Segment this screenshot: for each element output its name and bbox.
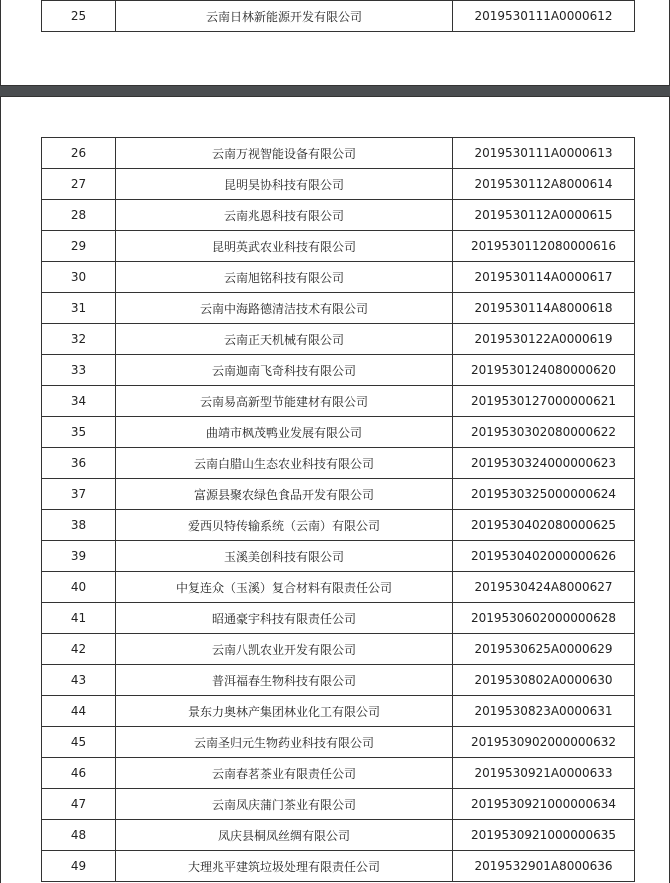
registration-code: 2019530902000000632 (453, 727, 635, 758)
row-number: 44 (42, 696, 116, 727)
company-name: 景东力奥林产集团林业化工有限公司 (116, 696, 453, 727)
row-number: 48 (42, 820, 116, 851)
table-row (42, 696, 635, 727)
company-name: 曲靖市枫茂鸭业发展有限公司 (116, 417, 453, 448)
registration-code: 2019530325000000624 (453, 479, 635, 510)
registration-code: 2019530111A0000612 (453, 1, 635, 32)
page-separator (0, 86, 670, 96)
table-row (42, 1, 635, 32)
registration-code: 2019530625A0000629 (453, 634, 635, 665)
registration-code: 2019530124080000620 (453, 355, 635, 386)
registration-code: 2019532901A8000636 (453, 851, 635, 882)
company-name: 普洱福春生物科技有限公司 (116, 665, 453, 696)
table-row (42, 417, 635, 448)
document-page-1 (0, 0, 670, 86)
registration-code: 2019530921000000634 (453, 789, 635, 820)
company-name: 云南中海路德清洁技术有限公司 (116, 293, 453, 324)
table-row (42, 541, 635, 572)
company-name: 云南白腊山生态农业科技有限公司 (116, 448, 453, 479)
row-number: 40 (42, 572, 116, 603)
company-name: 云南日林新能源开发有限公司 (116, 1, 453, 32)
table-row (42, 634, 635, 665)
row-number: 26 (42, 138, 116, 169)
row-number: 37 (42, 479, 116, 510)
company-name: 玉溪美创科技有限公司 (116, 541, 453, 572)
table-row (42, 386, 635, 417)
table-row (42, 448, 635, 479)
company-name: 爱西贝特传输系统（云南）有限公司 (116, 510, 453, 541)
registration-code: 2019530324000000623 (453, 448, 635, 479)
table-row (42, 603, 635, 634)
company-name: 云南迦南飞奇科技有限公司 (116, 355, 453, 386)
enterprise-table-page-1 (41, 0, 635, 32)
company-name: 昆明昊协科技有限公司 (116, 169, 453, 200)
table-row (42, 262, 635, 293)
document-page-2 (0, 96, 670, 883)
enterprise-table-page-2 (41, 137, 635, 882)
table-row (42, 231, 635, 262)
row-number: 34 (42, 386, 116, 417)
company-name: 凤庆县桐凤丝绸有限公司 (116, 820, 453, 851)
table-row (42, 727, 635, 758)
company-name: 昆明英武农业科技有限公司 (116, 231, 453, 262)
table-row (42, 789, 635, 820)
table-row (42, 758, 635, 789)
registration-code: 2019530402080000625 (453, 510, 635, 541)
row-number: 42 (42, 634, 116, 665)
row-number: 43 (42, 665, 116, 696)
row-number: 28 (42, 200, 116, 231)
row-number: 47 (42, 789, 116, 820)
row-number: 45 (42, 727, 116, 758)
registration-code: 2019530921A0000633 (453, 758, 635, 789)
registration-code: 2019530112A0000615 (453, 200, 635, 231)
table-row (42, 200, 635, 231)
registration-code: 2019530402000000626 (453, 541, 635, 572)
registration-code: 2019530114A8000618 (453, 293, 635, 324)
company-name: 云南春茗茶业有限责任公司 (116, 758, 453, 789)
registration-code: 2019530112A8000614 (453, 169, 635, 200)
table-row (42, 355, 635, 386)
company-name: 中复连众（玉溪）复合材料有限责任公司 (116, 572, 453, 603)
company-name: 富源县聚农绿色食品开发有限公司 (116, 479, 453, 510)
row-number: 30 (42, 262, 116, 293)
company-name: 大理兆平建筑垃圾处理有限责任公司 (116, 851, 453, 882)
row-number: 39 (42, 541, 116, 572)
table-row (42, 324, 635, 355)
row-number: 33 (42, 355, 116, 386)
company-name: 云南八凯农业开发有限公司 (116, 634, 453, 665)
table-row (42, 851, 635, 882)
company-name: 云南兆恩科技有限公司 (116, 200, 453, 231)
row-number: 25 (42, 1, 116, 32)
company-name: 云南易高新型节能建材有限公司 (116, 386, 453, 417)
company-name: 云南万视智能设备有限公司 (116, 138, 453, 169)
row-number: 31 (42, 293, 116, 324)
registration-code: 2019530424A8000627 (453, 572, 635, 603)
row-number: 35 (42, 417, 116, 448)
table-row (42, 820, 635, 851)
company-name: 云南圣归元生物药业科技有限公司 (116, 727, 453, 758)
row-number: 32 (42, 324, 116, 355)
registration-code: 2019530112080000616 (453, 231, 635, 262)
row-number: 27 (42, 169, 116, 200)
row-number: 41 (42, 603, 116, 634)
registration-code: 2019530802A0000630 (453, 665, 635, 696)
registration-code: 2019530127000000621 (453, 386, 635, 417)
company-name: 云南凤庆蒲门茶业有限公司 (116, 789, 453, 820)
table-row (42, 479, 635, 510)
table-row (42, 138, 635, 169)
registration-code: 2019530602000000628 (453, 603, 635, 634)
registration-code: 2019530114A0000617 (453, 262, 635, 293)
registration-code: 2019530302080000622 (453, 417, 635, 448)
company-name: 昭通豪宇科技有限责任公司 (116, 603, 453, 634)
registration-code: 2019530921000000635 (453, 820, 635, 851)
table-row (42, 293, 635, 324)
table-row (42, 510, 635, 541)
table-row (42, 169, 635, 200)
table-row (42, 665, 635, 696)
registration-code: 2019530823A0000631 (453, 696, 635, 727)
row-number: 38 (42, 510, 116, 541)
row-number: 46 (42, 758, 116, 789)
company-name: 云南正天机械有限公司 (116, 324, 453, 355)
row-number: 49 (42, 851, 116, 882)
registration-code: 2019530111A0000613 (453, 138, 635, 169)
company-name: 云南旭铭科技有限公司 (116, 262, 453, 293)
table-row (42, 572, 635, 603)
registration-code: 2019530122A0000619 (453, 324, 635, 355)
row-number: 29 (42, 231, 116, 262)
row-number: 36 (42, 448, 116, 479)
